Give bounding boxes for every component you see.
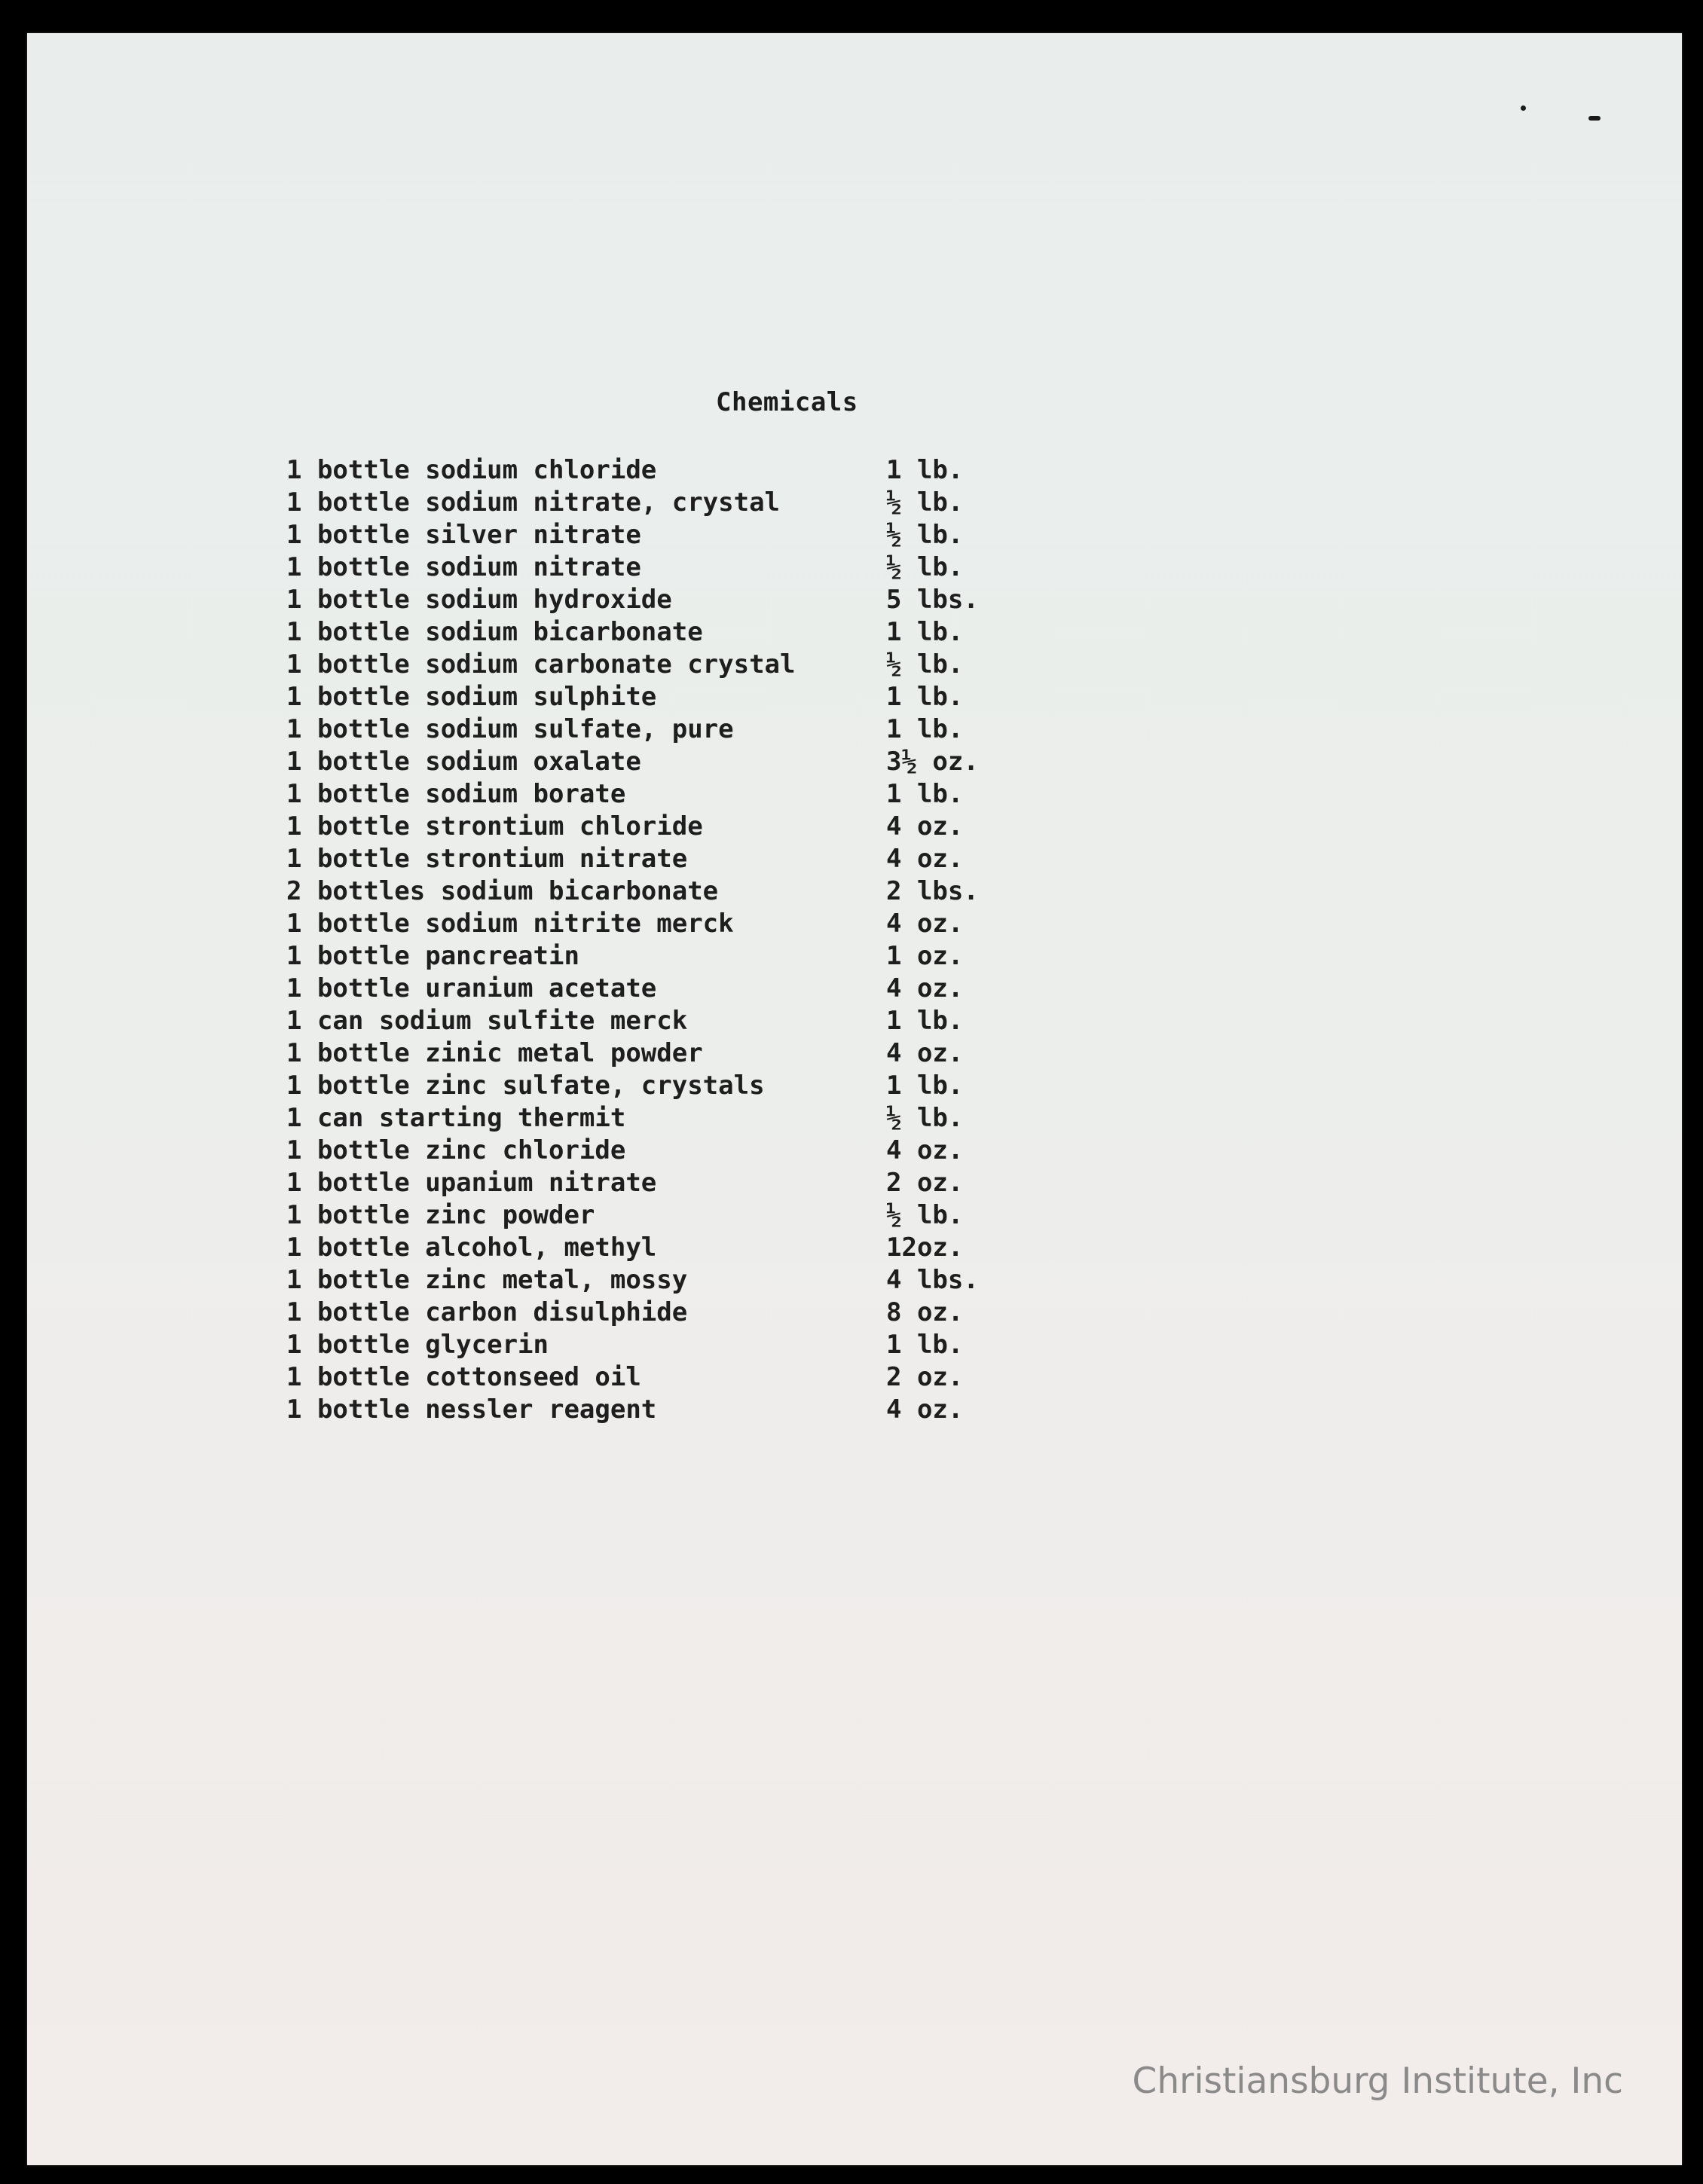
- item-description: 1 bottle sodium nitrite merck: [286, 908, 734, 939]
- list-item: [286, 1166, 1040, 1199]
- item-amount: 12oz.: [886, 1232, 964, 1263]
- item-amount: 1 lb.: [886, 778, 964, 809]
- item-amount: 1 lb.: [886, 681, 964, 712]
- item-description: 1 bottle zinc metal, mossy: [286, 1264, 688, 1295]
- item-description: 1 bottle sodium bicarbonate: [286, 616, 703, 647]
- item-description: 1 bottle glycerin: [286, 1329, 549, 1360]
- list-item: [286, 1328, 1040, 1361]
- item-description: 2 bottles sodium bicarbonate: [286, 875, 719, 906]
- list-item: [286, 745, 1040, 777]
- list-item: [286, 1037, 1040, 1069]
- item-amount: 4 oz.: [886, 843, 964, 874]
- item-description: 1 bottle zinc powder: [286, 1199, 595, 1230]
- page-title: Chemicals: [716, 387, 858, 417]
- list-item: [286, 583, 1040, 615]
- watermark: Christiansburg Institute, Inc: [1132, 2060, 1623, 2102]
- item-description: 1 bottle zinic metal powder: [286, 1037, 703, 1068]
- item-amount: ½ lb.: [886, 1199, 964, 1230]
- item-amount: 2 lbs.: [886, 875, 979, 906]
- item-description: 1 bottle silver nitrate: [286, 519, 641, 550]
- item-amount: ½ lb.: [886, 519, 964, 550]
- list-item: [286, 1069, 1040, 1101]
- list-item: [286, 1361, 1040, 1393]
- ink-speck: [1521, 105, 1526, 111]
- list-item: [286, 486, 1040, 518]
- item-description: 1 bottle sodium chloride: [286, 454, 657, 485]
- item-description: 1 bottle sodium sulphite: [286, 681, 657, 712]
- item-amount: ½ lb.: [886, 1102, 964, 1133]
- list-item: [286, 1231, 1040, 1263]
- item-amount: ½ lb.: [886, 487, 964, 518]
- item-amount: 2 oz.: [886, 1361, 964, 1392]
- list-item: [286, 810, 1040, 842]
- item-amount: 1 lb.: [886, 713, 964, 744]
- list-item: [286, 518, 1040, 551]
- ink-speck: [1588, 116, 1601, 121]
- list-item: [286, 1296, 1040, 1328]
- item-amount: 4 oz.: [886, 1037, 964, 1068]
- item-amount: 4 oz.: [886, 1394, 964, 1425]
- list-item: [286, 615, 1040, 648]
- list-item: [286, 1393, 1040, 1425]
- item-amount: 8 oz.: [886, 1297, 964, 1327]
- item-amount: 2 oz.: [886, 1167, 964, 1198]
- list-item: [286, 842, 1040, 875]
- item-amount: 4 oz.: [886, 908, 964, 939]
- list-item: [286, 454, 1040, 486]
- list-item: [286, 907, 1040, 939]
- list-item: [286, 713, 1040, 745]
- item-amount: 1 lb.: [886, 1329, 964, 1360]
- chemicals-list: [286, 454, 1040, 1425]
- item-amount: 4 oz.: [886, 811, 964, 842]
- item-amount: 1 lb.: [886, 616, 964, 647]
- item-amount: 4 lbs.: [886, 1264, 979, 1295]
- list-item: [286, 1199, 1040, 1231]
- list-item: [286, 1004, 1040, 1037]
- item-description: 1 bottle nessler reagent: [286, 1394, 657, 1425]
- list-item: [286, 972, 1040, 1004]
- item-amount: ½ lb.: [886, 551, 964, 582]
- item-description: 1 bottle zinc chloride: [286, 1135, 626, 1165]
- item-amount: 3½ oz.: [886, 746, 979, 777]
- list-item: [286, 1134, 1040, 1166]
- item-description: 1 bottle strontium chloride: [286, 811, 703, 842]
- item-description: 1 bottle pancreatin: [286, 940, 579, 971]
- list-item: [286, 1101, 1040, 1134]
- item-amount: 4 oz.: [886, 973, 964, 1003]
- item-description: 1 can starting thermit: [286, 1102, 626, 1133]
- item-amount: 1 lb.: [886, 1070, 964, 1101]
- item-description: 1 bottle sodium oxalate: [286, 746, 641, 777]
- list-item: [286, 648, 1040, 680]
- list-item: [286, 939, 1040, 972]
- item-description: 1 bottle upanium nitrate: [286, 1167, 657, 1198]
- list-item: [286, 1263, 1040, 1296]
- item-description: 1 bottle sodium borate: [286, 778, 626, 809]
- list-item: [286, 777, 1040, 810]
- item-description: 1 bottle cottonseed oil: [286, 1361, 641, 1392]
- item-description: 1 bottle carbon disulphide: [286, 1297, 688, 1327]
- item-amount: 1 lb.: [886, 454, 964, 485]
- list-item: [286, 875, 1040, 907]
- item-amount: ½ lb.: [886, 649, 964, 680]
- item-amount: 1 oz.: [886, 940, 964, 971]
- item-description: 1 bottle sodium nitrate, crystal: [286, 487, 781, 518]
- item-description: 1 bottle strontium nitrate: [286, 843, 688, 874]
- item-amount: 4 oz.: [886, 1135, 964, 1165]
- item-description: 1 bottle sodium carbonate crystal: [286, 649, 796, 680]
- item-description: 1 bottle sodium nitrate: [286, 551, 641, 582]
- item-description: 1 bottle zinc sulfate, crystals: [286, 1070, 765, 1101]
- item-description: 1 bottle sodium sulfate, pure: [286, 713, 734, 744]
- item-amount: 1 lb.: [886, 1005, 964, 1036]
- item-description: 1 bottle alcohol, methyl: [286, 1232, 657, 1263]
- item-description: 1 bottle uranium acetate: [286, 973, 657, 1003]
- item-description: 1 bottle sodium hydroxide: [286, 584, 672, 615]
- item-amount: 5 lbs.: [886, 584, 979, 615]
- list-item: [286, 680, 1040, 713]
- item-description: 1 can sodium sulfite merck: [286, 1005, 688, 1036]
- list-item: [286, 551, 1040, 583]
